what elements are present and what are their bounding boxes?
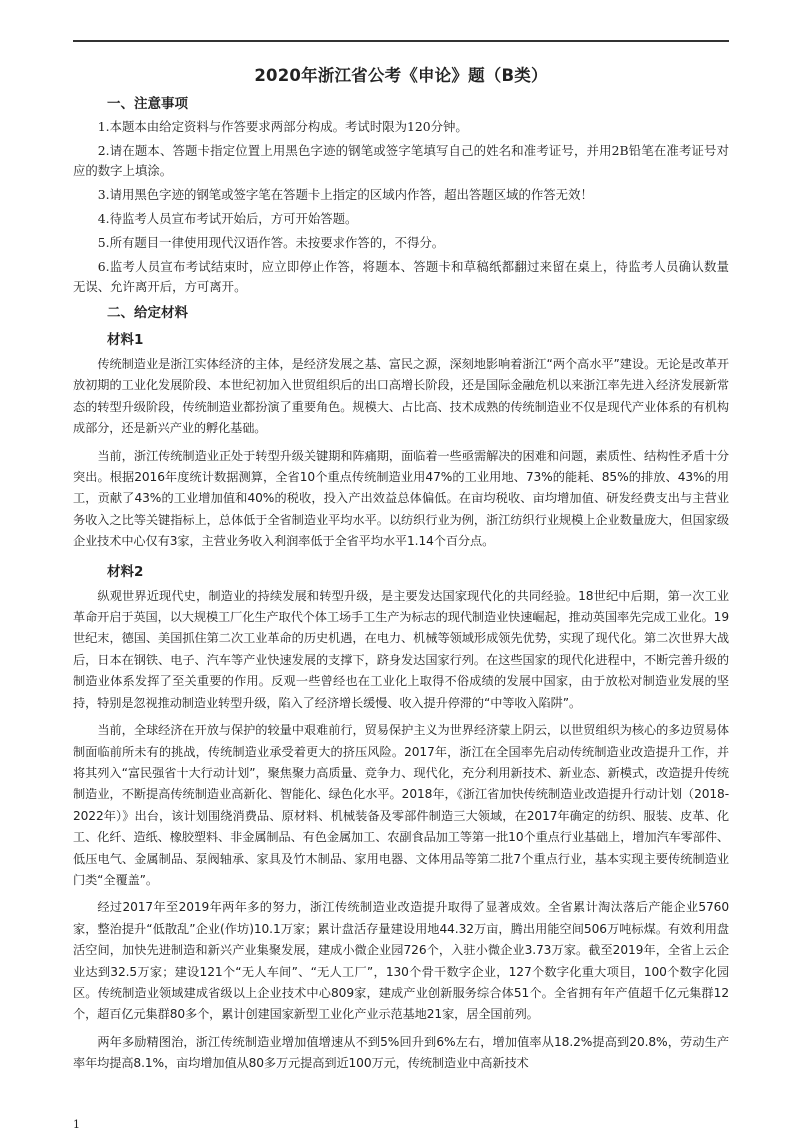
material-paragraph: 两年多励精图治，浙江传统制造业增加值增速从不到5%回升到6%左右，增加值率从18.2%提高到20.8%，劳动生产率年均提高8.1%，亩均增加值从80多万元提高到近100万元，传统制造业中高新技术 <box>73 1034 729 1071</box>
note-item: 1.本题本由给定资料与作答要求两部分构成。考试时限为120分钟。 <box>97 119 468 134</box>
material-paragraph: 纵观世界近现代史，制造业的持续发展和转型升级，是主要发达国家现代化的共同经验。18世纪中后期，第一次工业革命开启于英国，以大规模工厂化生产取代个体工场手工生产为标志的现代制造业快速崛起，推动英国率先完成工业化。19世纪末，德国、美国抓住第二次工业革命的历史机遇，在电力、机械等领域形成领先优势，实现了现代化。第二次世界大战后，日本在钢铁、电子、汽车等产业快速发展的支撑下，跻身发达国家行列。在这些国家的现代化进程中，不断完善升级的制造业体系发挥了至关重要的作用。反观一些曾经也在工业化上取得不俗成绩的发展中国家，由于放松对制造业发展的坚持，特别是忽视推动制造业转型升级，陷入了经济增长缓慢、收入提升停滞的“中等收入陷阱”。 <box>73 588 729 710</box>
material-label: 材料2 <box>107 563 144 580</box>
material-label: 材料1 <box>107 332 144 348</box>
note-item: 4.待监考人员宣布考试开始后，方可开始答题。 <box>97 211 358 226</box>
note-item: 2.请在题本、答题卡指定位置上用黑色字迹的钢笔或签字笔填写自己的姓名和准考证号，并用2B铅笔在准考证号对应的数字上填涂。 <box>73 143 729 178</box>
note-item: 3.请用黑色字迹的钢笔或签字笔在答题卡上指定的区域内作答，超出答题区域的作答无效！ <box>97 187 593 202</box>
section-heading-notes: 一、注意事项 <box>107 96 188 112</box>
note-item: 5.所有题目一律使用现代汉语作答。未按要求作答的，不得分。 <box>97 235 445 250</box>
section-heading-materials: 二、给定材料 <box>107 305 188 321</box>
material-paragraph: 当前，全球经济在开放与保护的较量中艰难前行，贸易保护主义为世界经济蒙上阴云，以世贸组织为核心的多边贸易体制面临前所未有的挑战，传统制造业承受着更大的挤压风险。2017年，浙江在全国率先启动传统制造业改造提升工作，并将其列入“富民强省十大行动计划”，聚焦聚力高质量、竞争力、现代化，充分利用新技术、新业态、新模式，改造提升传统制造业，不断提高传统制造业高新化、智能化、绿色化水平。2018年，《浙江省加快传统制造业改造提升行动计划（2018-2022年）》出台，该计划围绕消费品、原材料、机械装备及零部件制造三大领域，在2017年确定的纺织、服装、皮革、化工、化纤、造纸、橡胶塑料、非金属制品、有色金属加工、农副食品加工等第一批10个重点行业基础上，增加汽车零部件、低压电气、金属制品、泵阀轴承、家具及竹木制品、家用电器、文体用品等第二批7个重点行业，基本实现主要传统制造业门类“全覆盖”。 <box>73 723 729 887</box>
material-paragraph: 当前，浙江传统制造业正处于转型升级关键期和阵痛期，面临着一些亟需解决的困难和问题，素质性、结构性矛盾十分突出。根据2016年度统计数据测算，全省10个重点传统制造业用47%的工业用地、73%的能耗、85%的排放、43%的用工，贡献了43%的工业增加值和40%的税收，投入产出效益总体偏低。在亩均税收、亩均增加值、研发经费支出与主营业务收入之比等关键指标上，总体低于全省制造业平均水平。以纺织行业为例，浙江纺织行业规模上企业数量庞大，但国家级企业技术中心仅有3家，主营业务收入利润率低于全省平均水平1.14个百分点。 <box>73 448 729 549</box>
page-number: 1 <box>73 1118 80 1131</box>
material-paragraph: 经过2017年至2019年两年多的努力，浙江传统制造业改造提升取得了显著成效。全省累计淘汰落后产能企业5760家，整治提升“低散乱”企业(作坊)10.1万家；累计盘活存量建设用地44.32万亩，腾出用能空间506万吨标煤。有效利用盘活空间，加快先进制造和新兴产业集聚发展，建成小微企业园726个，入驻小微企业3.73万家。截至2019年，全省上云企业达到32.5万家；建设121个“无人车间”、“无人工厂”，130个骨干数字企业，127个数字化重大项目，100个数字化园区。传统制造业领域建成省级以上企业技术中心809家，建成产业创新服务综合体51个。全省拥有年产值超千亿元集群12个，超百亿元集群80多个，累计创建国家新型工业化产业示范基地21家，居全国前列。 <box>73 900 729 1022</box>
note-item: 6.监考人员宣布考试结束时，应立即停止作答，将题本、答题卡和草稿纸都翻过来留在桌上，待监考人员确认数量无误、允许离开后，方可离开。 <box>73 259 729 294</box>
header-rule <box>73 40 729 42</box>
document-page <box>73 50 729 1081</box>
page-title: 2020年浙江省公考《申论》题（B类） <box>254 66 548 85</box>
material-paragraph: 传统制造业是浙江实体经济的主体，是经济发展之基、富民之源，深刻地影响着浙江“两个高水平”建设。无论是改革开放初期的工业化发展阶段、本世纪初加入世贸组织后的出口高增长阶段，还是国际金融危机以来浙江率先进入经济发展新常态的转型升级阶段，传统制造业都扮演了重要角色。规模大、占比高、技术成熟的传统制造业不仅是现代产业体系的有机构成部分，还是新兴产业的孵化基础。 <box>73 357 729 436</box>
